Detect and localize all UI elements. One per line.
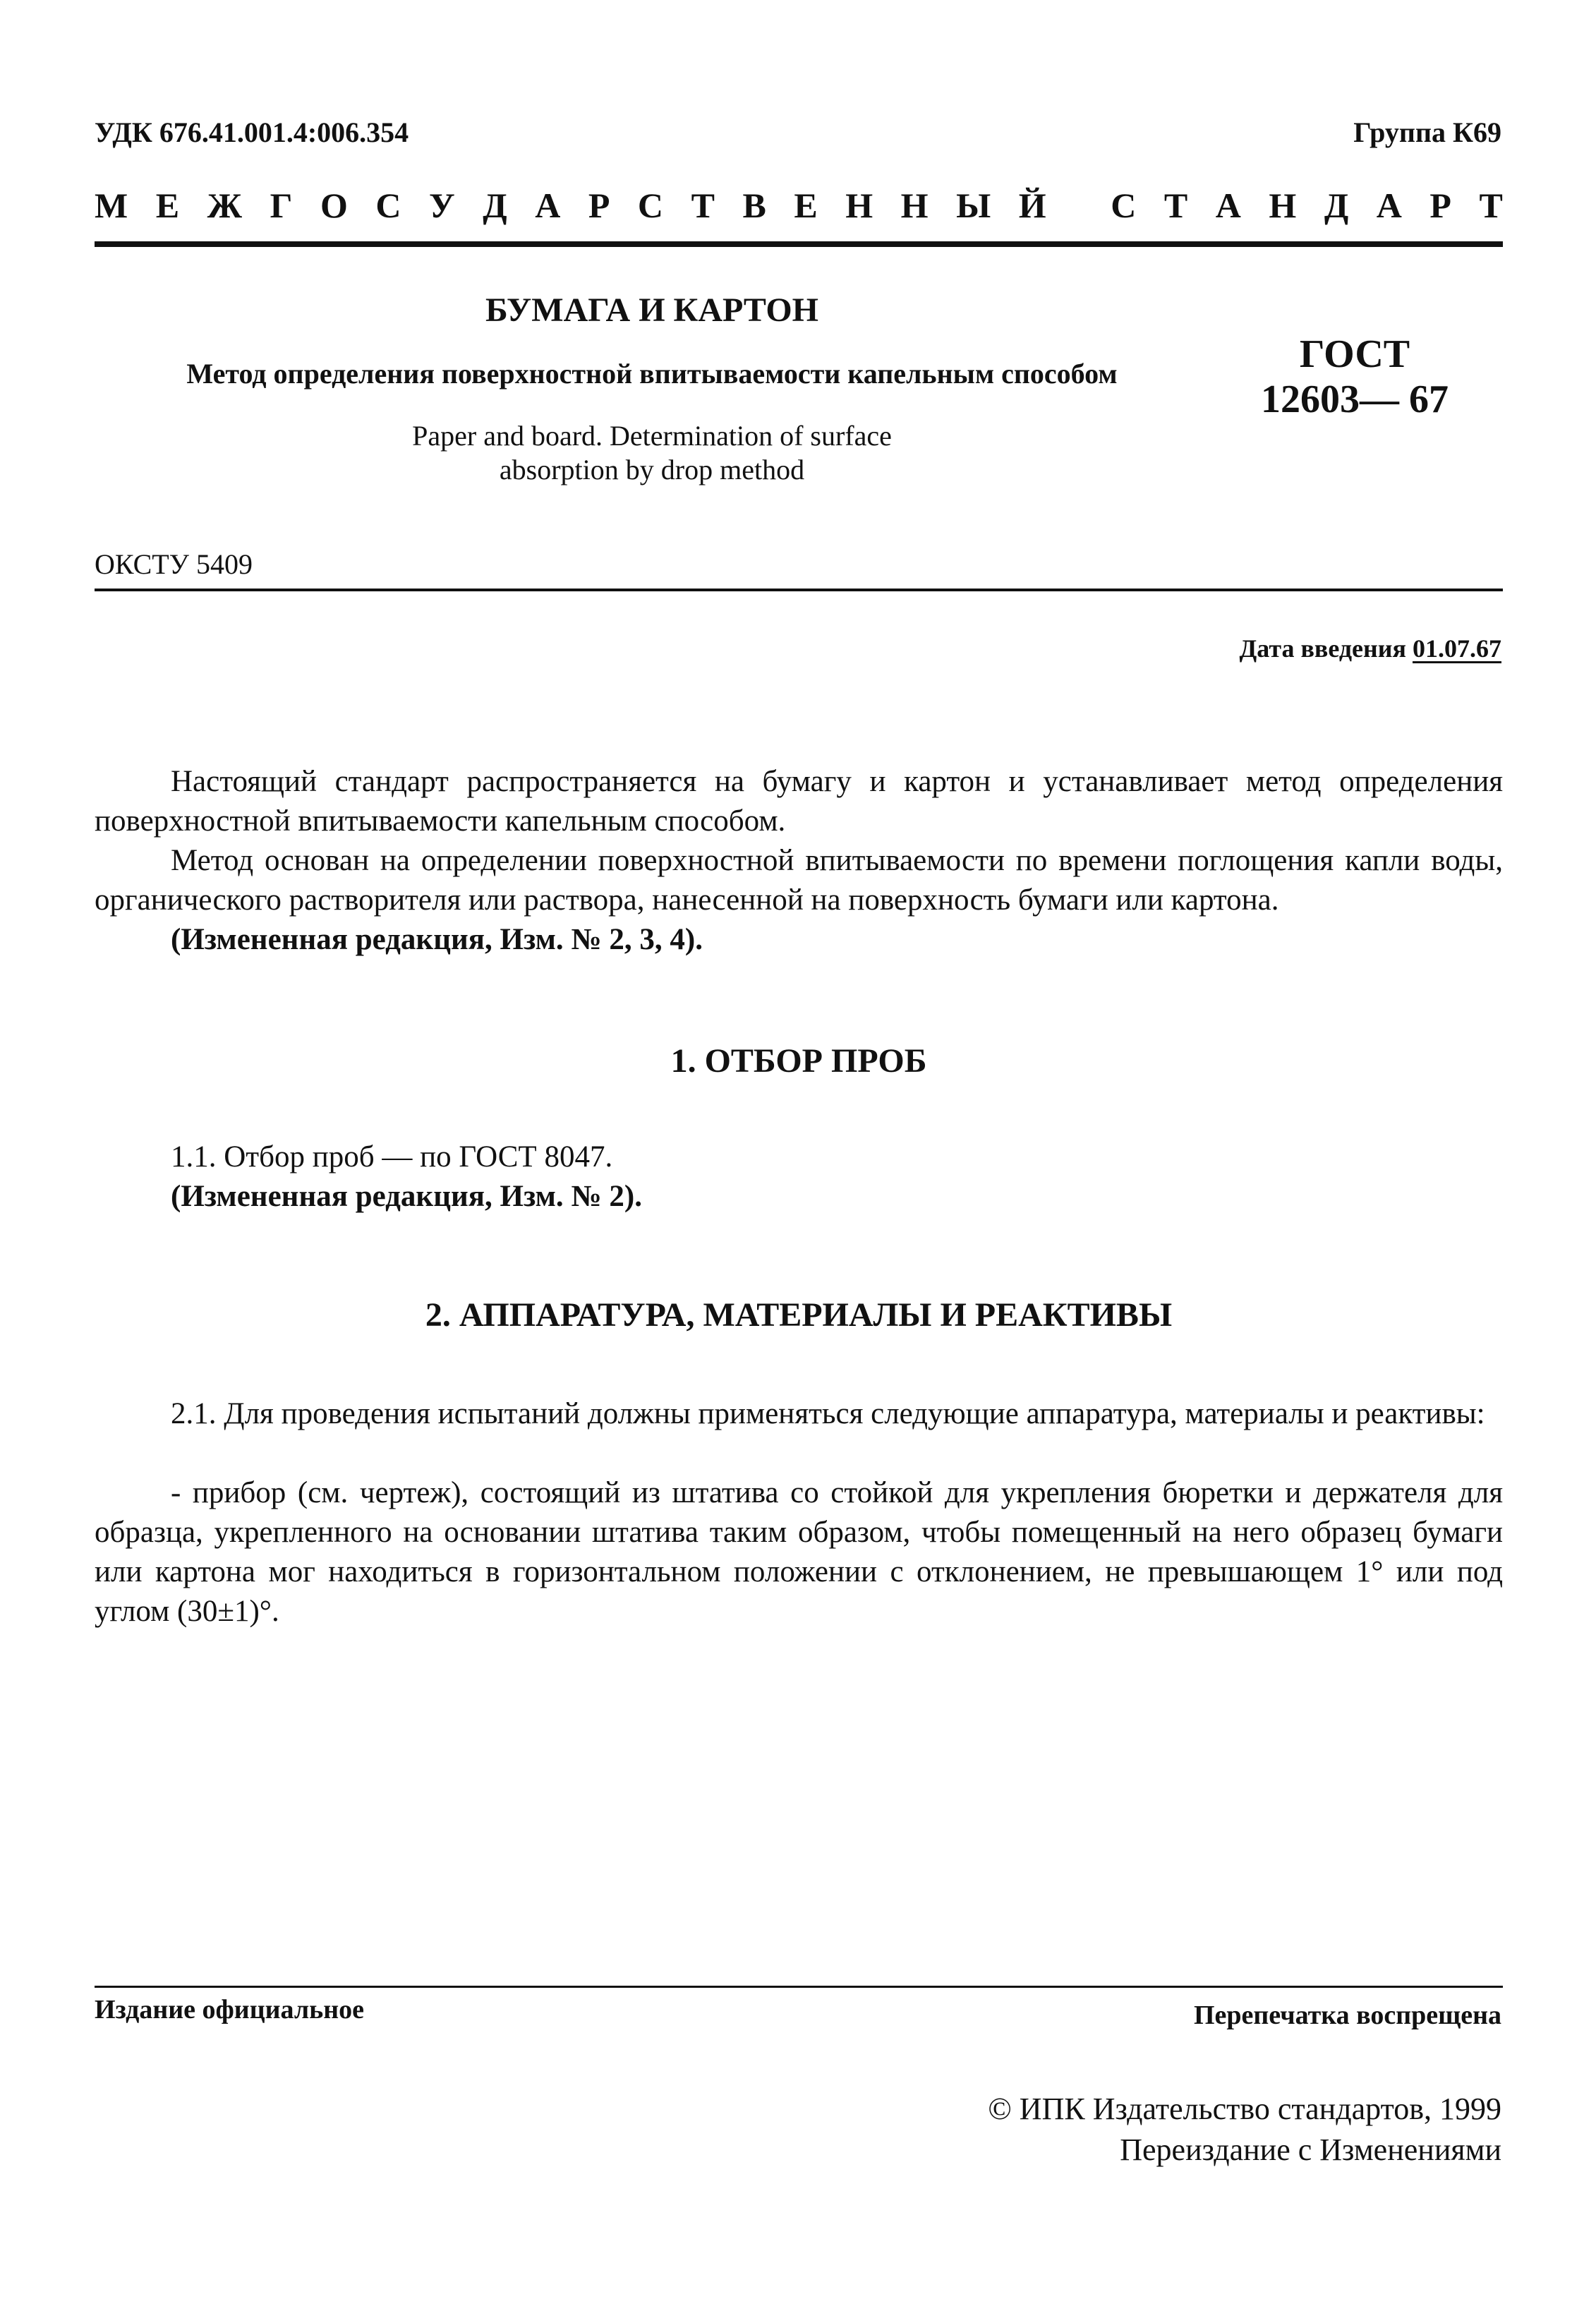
gost-number: 12603— 67 <box>1261 378 1449 421</box>
okstu-rule <box>95 589 1503 591</box>
banner-letter: О <box>320 186 348 225</box>
document-subtitle: Метод определения поверхностной впитываемости капельным способом <box>186 358 1118 390</box>
banner-letter: А <box>1215 186 1241 225</box>
banner-letter: С <box>637 186 664 225</box>
gost-designation <box>1207 332 1503 422</box>
section-paragraph: 2.1. Для проведения испытаний должны применяться следующие аппаратура, материалы и реактивы: <box>171 1397 1485 1430</box>
banner-letter: Н <box>845 186 873 225</box>
reissue-line: Переиздание с Изменениями <box>1120 2132 1501 2167</box>
section-paragraph: - прибор (см. чертеж), состоящий из штатива со стойкой для укрепления бюретки и держателя для образца, укрепленного на основании штатива таким образом, чтобы помещенный на него образец бумаги или картона мог находиться в горизонтальном положении с отклонением, не превышающем 1° или под углом (30±1)°. <box>95 1476 1503 1628</box>
gost-label: ГОСТ <box>1299 332 1410 376</box>
banner-letter: У <box>429 186 455 225</box>
english-title-line: absorption by drop method <box>499 454 805 485</box>
udk-code: УДК 676.41.001.4:006.354 <box>95 116 409 148</box>
banner-letter: Ы <box>956 186 991 225</box>
banner-letter: С <box>375 186 401 225</box>
section-paragraph: 1.1. Отбор проб — по ГОСТ 8047. <box>171 1140 613 1173</box>
banner-letter: Т <box>1479 186 1503 225</box>
banner-letter: Е <box>794 186 818 225</box>
banner-letter: С <box>1111 186 1137 225</box>
banner-letter: Г <box>270 186 293 225</box>
banner-letter: Ж <box>207 186 243 225</box>
banner-letter: В <box>742 186 766 225</box>
header-rule <box>95 241 1503 247</box>
interstate-standard-banner <box>95 185 1503 226</box>
banner-letter: Р <box>1429 186 1451 225</box>
banner-letter: М <box>95 186 128 225</box>
banner-letter: А <box>535 186 561 225</box>
banner-letter: Й <box>1018 186 1046 225</box>
banner-letter: Т <box>1163 186 1188 225</box>
banner-letter: Р <box>588 186 610 225</box>
section-heading: 1. ОТБОР ПРОБ <box>670 1042 927 1080</box>
banner-letter: А <box>1376 186 1402 225</box>
english-title <box>95 419 1209 487</box>
banner-gap <box>1074 185 1083 226</box>
official-edition: Издание официальное <box>95 1995 365 2025</box>
amendment-note: (Измененная редакция, Изм. № 2). <box>171 1180 642 1213</box>
banner-letter: Т <box>691 186 715 225</box>
banner-letter: Е <box>155 186 180 225</box>
intro-paragraph: Метод основан на определении поверхностной впитываемости по времени поглощения капли воды, органического растворителя или раствора, нанесенной на поверхность бумаги или картона. <box>95 844 1503 917</box>
intro-date-value: 01.07.67 <box>1413 634 1501 663</box>
english-title-line: Paper and board. Determination of surface <box>412 420 892 452</box>
section-heading: 2. АППАРАТУРА, МАТЕРИАЛЫ И РЕАКТИВЫ <box>425 1296 1173 1334</box>
banner-letter: Д <box>483 186 507 225</box>
intro-date-label: Дата введения <box>1239 634 1406 663</box>
banner-letter: Д <box>1324 186 1349 225</box>
okstu-code: ОКСТУ 5409 <box>95 548 253 580</box>
reprint-prohibited: Перепечатка воспрещена <box>1193 2001 1501 2030</box>
copyright-line: © ИПК Издательство стандартов, 1999 <box>988 2092 1501 2126</box>
copyright-block <box>988 2089 1501 2171</box>
footer-rule <box>95 1986 1503 1988</box>
amendment-note: (Измененная редакция, Изм. № 2, 3, 4). <box>171 923 703 956</box>
intro-paragraph: Настоящий стандарт распространяется на бумагу и картон и устанавливает метод определения поверхностной впитываемости капельным способом. <box>95 765 1503 838</box>
group-code: Группа К69 <box>1353 116 1501 148</box>
banner-letter: Н <box>900 186 929 225</box>
document-title: БУМАГА И КАРТОН <box>485 291 818 329</box>
banner-letter: Н <box>1269 186 1297 225</box>
intro-date <box>1240 634 1502 663</box>
